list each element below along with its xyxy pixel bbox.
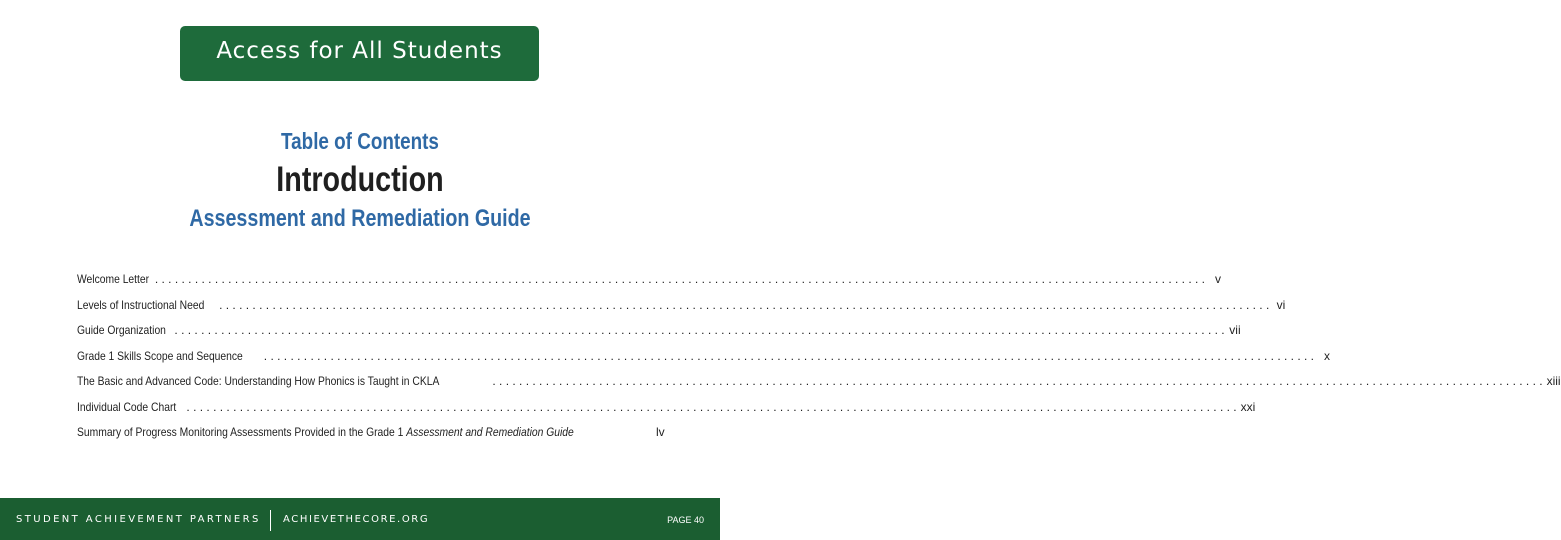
slide-title-box [180,26,539,81]
toc-entry-page: vii [1229,323,1241,337]
toc-entry-page: xxi [1240,399,1256,414]
guide-heading: Assessment and Remediation Guide [189,205,531,232]
toc-entry-guide-organization [77,323,1241,349]
footer-bar [0,498,720,540]
footer-divider [270,510,271,531]
toc-leader-dots [155,272,1205,286]
slide-title: Access for All Students [216,37,503,64]
toc-entry-scope-sequence [77,348,1331,375]
toc-heading: Table of Contents [281,128,439,154]
toc-entry-page: v [1215,272,1222,286]
toc-entry-label: Welcome Letter [77,272,150,286]
toc-leader-dots [219,298,1269,312]
footer-brand: STUDENT ACHIEVEMENT PARTNERS [16,514,261,525]
toc-entry-label: Individual Code Chart [77,399,177,414]
toc-entry-page: x [1324,348,1331,363]
toc-entry-page: vi [1276,297,1286,312]
toc-entry-welcome-letter [77,272,1222,298]
toc-entry-page: lv [655,425,665,439]
toc-entry-label: Grade 1 Skills Scope and Sequence [77,348,243,363]
toc-entry-label-italic: Assessment and Remediation Guide [406,425,574,439]
toc-entry-page: xiii [1546,374,1561,388]
toc-entry-progress-summary [77,425,665,451]
toc-entry-label: Guide Organization [77,323,166,337]
footer-page-number: PAGE 40 [667,515,704,525]
section-heading: Introduction [276,160,444,199]
toc-entry-label-text: Summary of Progress Monitoring Assessments Provided in the Grade 1 [77,425,407,439]
toc-leader-dots [186,400,1236,414]
toc-leader-dots [174,323,1224,337]
toc-entry-label: Levels of Instructional Need [77,297,205,312]
footer-site-link[interactable]: ACHIEVETHECORE.ORG [283,514,430,525]
toc-entry-label [77,425,574,439]
toc-entry-label: The Basic and Advanced Code: Understanding How Phonics is Taught in CKLA [77,374,440,388]
toc-list [77,272,1561,451]
toc-leader-dots [492,374,1542,388]
toc-entry-basic-advanced-code [77,374,1561,400]
toc-leader-dots [264,349,1314,363]
toc-entry-levels [77,297,1286,324]
toc-entry-code-chart [77,399,1256,426]
